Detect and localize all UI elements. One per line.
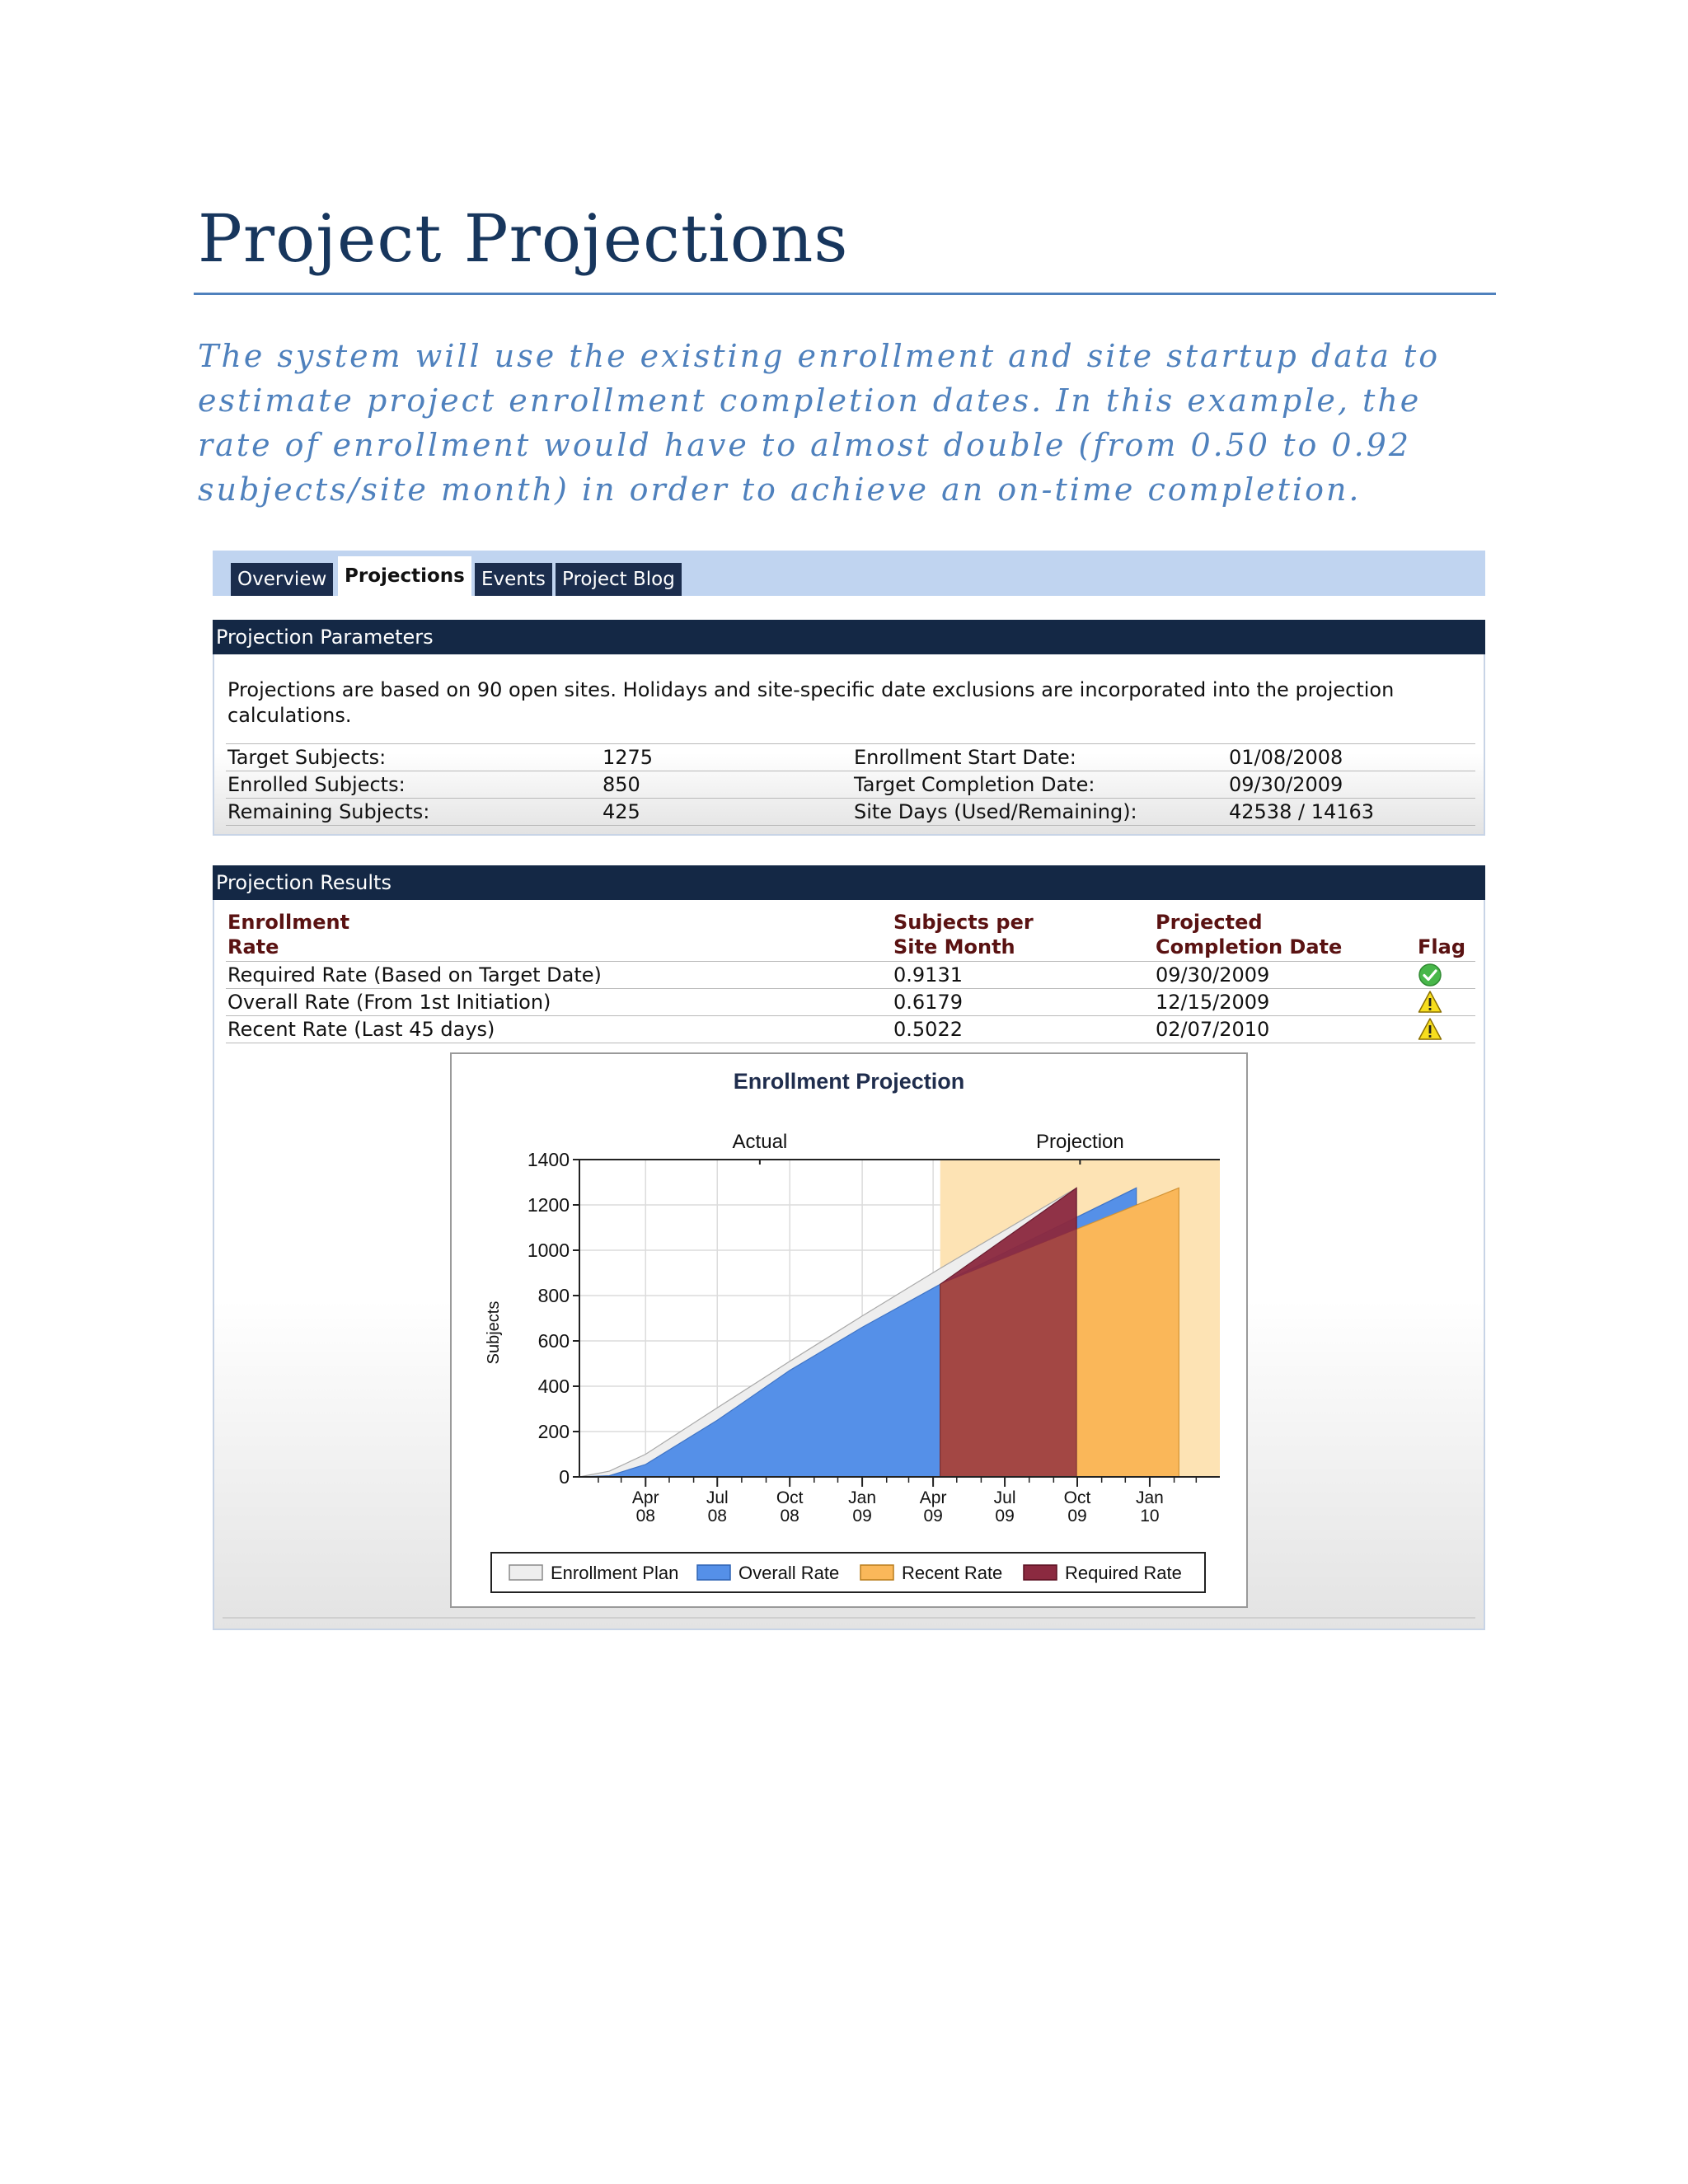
completion-date: 09/30/2009: [1154, 962, 1416, 989]
y-tick-label: 1000: [527, 1240, 570, 1261]
rate-name: Overall Rate (From 1st Initiation): [226, 989, 892, 1016]
param-value: 1275: [601, 744, 852, 771]
x-tick-label-year: 09: [852, 1507, 872, 1526]
parameters-panel: [213, 654, 1485, 836]
parameters-note: Projections are based on 90 open sites. Holidays and site-specific date exclusions are incorporated into the projection calculations.: [227, 678, 1395, 727]
x-tick-label-month: Jan: [1136, 1488, 1164, 1507]
rate-value: 0.6179: [892, 989, 1154, 1016]
results-table: [226, 910, 1475, 1043]
table-row: [226, 962, 1475, 989]
rate-value: 0.9131: [892, 962, 1154, 989]
title-underline: [194, 293, 1496, 295]
legend-swatch: [1024, 1565, 1057, 1580]
x-tick-label-month: Oct: [1063, 1488, 1091, 1507]
completion-date: 02/07/2010: [1154, 1016, 1416, 1043]
chart-svg: [452, 1054, 1246, 1606]
x-tick-label-month: Oct: [776, 1488, 804, 1507]
enrollment-projection-chart: [450, 1052, 1248, 1608]
legend-label: Enrollment Plan: [551, 1563, 679, 1583]
check-icon: [1418, 963, 1442, 987]
region-label-actual: Actual: [732, 1131, 788, 1153]
results-panel: [213, 900, 1485, 1630]
legend-label: Overall Rate: [738, 1563, 840, 1583]
tab-overview[interactable]: Overview: [231, 563, 333, 596]
rate-name: Recent Rate (Last 45 days): [226, 1016, 892, 1043]
legend-swatch: [697, 1565, 730, 1580]
x-tick-label-year: 09: [1067, 1507, 1087, 1526]
results-header: Projection Results: [213, 865, 1485, 900]
intro-paragraph: The system will use the existing enrollment and site startup data to estimate project enrollment completion dates. In this example, the rate of enrollment would have to almost double (from 0.50 to 0.92 subjects/site month) in order to achieve an on-time completion.: [198, 338, 1441, 508]
param-label: Site Days (Used/Remaining):: [852, 799, 1227, 826]
x-tick-label-month: Apr: [919, 1488, 947, 1507]
page-title: Project Projections: [198, 200, 849, 277]
column-header-rate: Enrollment Rate: [227, 911, 350, 958]
x-tick-label-year: 09: [995, 1507, 1015, 1526]
x-tick-label-year: 08: [707, 1507, 727, 1526]
rate-value: 0.5022: [892, 1016, 1154, 1043]
plot-area: [579, 1160, 1220, 1477]
panel-bottom-rule: [223, 1617, 1475, 1619]
param-value: 850: [601, 771, 852, 799]
y-axis-label: Subjects: [485, 1301, 503, 1365]
warning-icon: [1418, 1017, 1442, 1042]
param-label: Enrollment Start Date:: [852, 744, 1227, 771]
x-tick-label-year: 09: [923, 1507, 943, 1526]
tab-bar: [213, 551, 1485, 596]
table-row: [226, 989, 1475, 1016]
table-row: [226, 799, 1475, 826]
param-value: 42538 / 14163: [1227, 799, 1475, 826]
y-tick-label: 800: [537, 1285, 570, 1306]
tab-projections[interactable]: Projections: [338, 556, 471, 596]
y-tick-label: 400: [537, 1376, 570, 1397]
y-tick-label: 1400: [527, 1149, 570, 1170]
param-label: Target Subjects:: [226, 744, 601, 771]
table-row: [226, 771, 1475, 799]
x-tick-label-month: Apr: [631, 1488, 659, 1507]
column-header-subjects-per-site-month: Subjects per Site Month: [893, 911, 1034, 958]
legend-swatch: [509, 1565, 542, 1580]
legend-swatch: [860, 1565, 893, 1580]
legend-label: Recent Rate: [902, 1563, 1003, 1583]
param-value: 01/08/2008: [1227, 744, 1475, 771]
parameters-header: Projection Parameters: [213, 620, 1485, 654]
param-label: Remaining Subjects:: [226, 799, 601, 826]
param-value: 09/30/2009: [1227, 771, 1475, 799]
param-label: Enrolled Subjects:: [226, 771, 601, 799]
column-header-flag: Flag: [1418, 935, 1465, 958]
x-tick-label-month: Jul: [706, 1488, 729, 1507]
column-header-completion-date: Projected Completion Date: [1156, 911, 1343, 958]
x-tick-label-year: 10: [1140, 1507, 1160, 1526]
region-label-projection: Projection: [1036, 1131, 1124, 1153]
tab-project-blog[interactable]: Project Blog: [556, 563, 682, 596]
y-tick-label: 600: [537, 1330, 570, 1352]
param-value: 425: [601, 799, 852, 826]
x-tick-label-year: 08: [635, 1507, 655, 1526]
param-label: Target Completion Date:: [852, 771, 1227, 799]
chart-legend: [491, 1553, 1205, 1592]
y-tick-label: 1200: [527, 1194, 570, 1216]
rate-name: Required Rate (Based on Target Date): [226, 962, 892, 989]
x-tick-label-month: Jan: [848, 1488, 877, 1507]
y-tick-label: 0: [559, 1466, 570, 1488]
completion-date: 12/15/2009: [1154, 989, 1416, 1016]
warning-icon: [1418, 990, 1442, 1015]
legend-label: Required Rate: [1065, 1563, 1182, 1583]
projection-app: [213, 551, 1485, 1630]
results-header-row: [226, 910, 1475, 962]
parameters-table: [226, 743, 1475, 826]
x-tick-label-month: Jul: [993, 1488, 1016, 1507]
chart-title: Enrollment Projection: [733, 1069, 965, 1094]
tab-events[interactable]: Events: [475, 563, 552, 596]
x-tick-label-year: 08: [780, 1507, 799, 1526]
table-row: [226, 744, 1475, 771]
table-row: [226, 1016, 1475, 1043]
y-tick-label: 200: [537, 1421, 570, 1442]
